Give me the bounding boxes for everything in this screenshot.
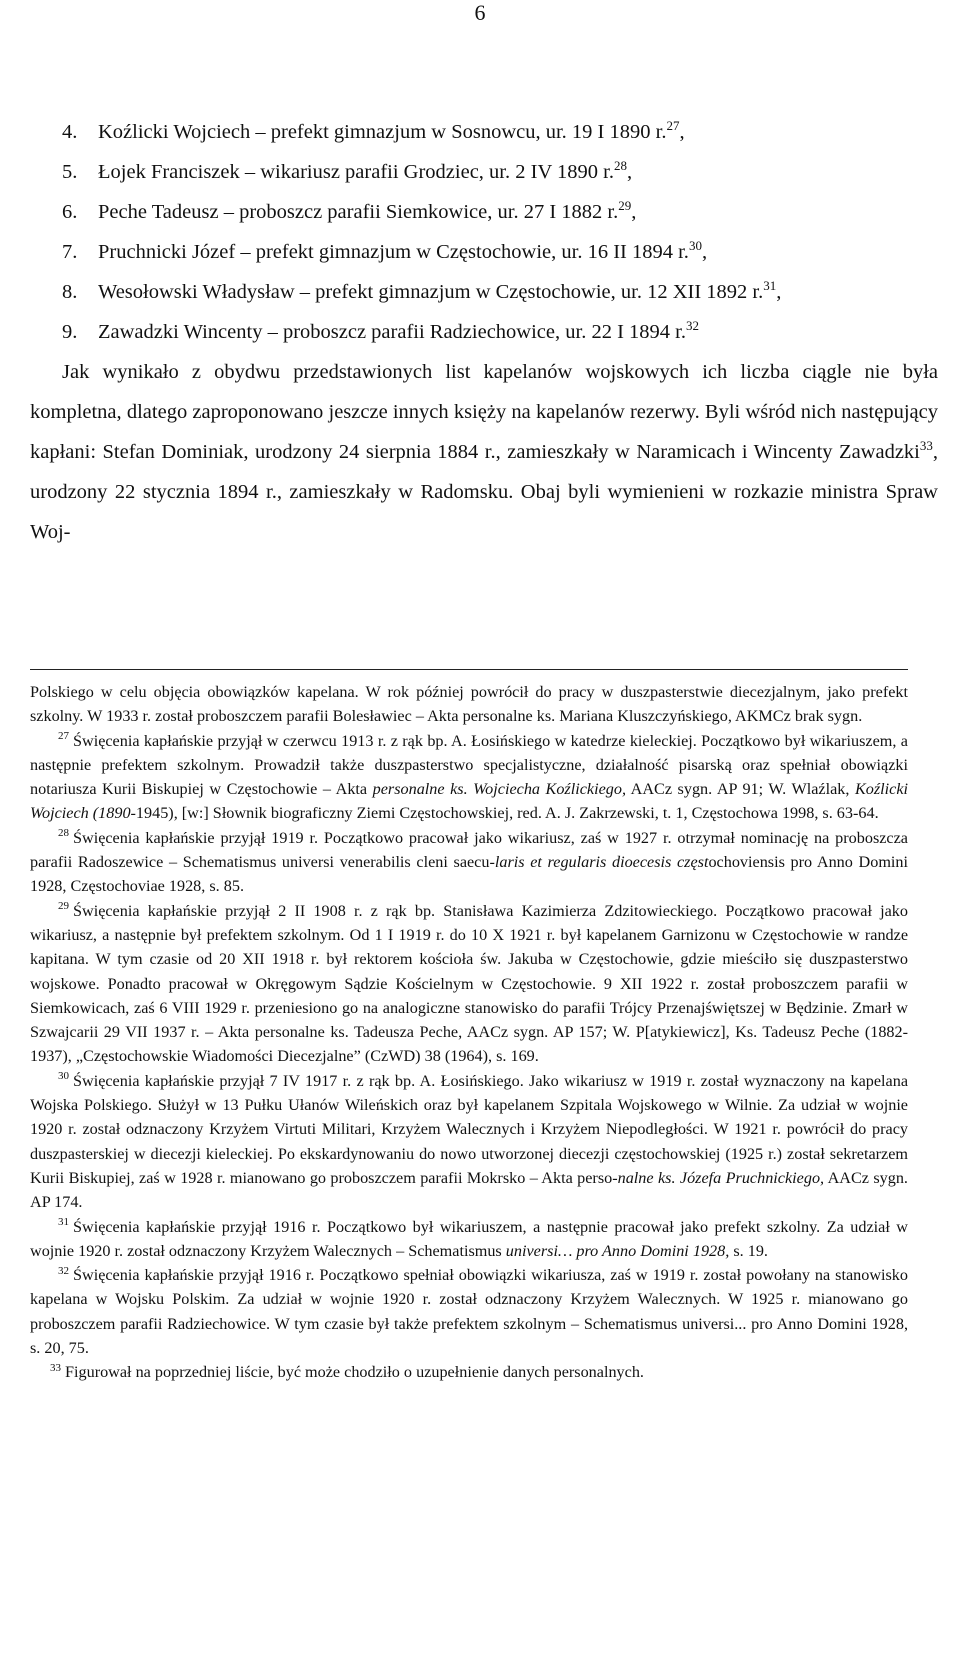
footnote-separator <box>30 669 908 670</box>
main-text <box>30 112 938 552</box>
footnote-28: $^{28}$ Święcenia kapłańskie przyjął 1919 r. Początkowo pracował jako wikariusz, zaś w 1927 r. otrzymał nominację na proboszcza parafii Radoszewice – Schematismus universi venerabilis cleni saecu-laris et regularis dioecesis częstochoviensis pro Anno Domini 1928, Częstochoviae 1928, s. 85. <box>30 827 908 896</box>
footnote-ref[interactable]: 33 <box>919 438 933 454</box>
list-item: 8. Wesołowski Władysław – prefekt gimnazjum w Częstochowie, ur. 12 XII 1892 r.$^{31}$, <box>62 278 782 303</box>
list-item: 6. Peche Tadeusz – proboszcz parafii Siemkowice, ur. 27 I 1882 r.$^{29}$, <box>62 198 637 223</box>
chaplain-list <box>30 112 938 352</box>
list-item: 7. Pruchnicki Józef – prefekt gimnazjum w Częstochowie, ur. 16 II 1894 r.$^{30}$, <box>62 238 708 263</box>
footnotes <box>30 680 908 1385</box>
footnote-continuation: Polskiego w celu objęcia obowiązków kapelana. W rok później powrócił do pracy w duszpasterstwie diecezjalnym, jako prefekt szkolny. W 1933 r. został proboszczem parafii Bolesławiec – Akta personalne ks. Mariana Kluszczyńskiego, AKMCz brak sygn. <box>30 683 908 726</box>
list-item: 4. Koźlicki Wojciech – prefekt gimnazjum w Sosnowcu, ur. 19 I 1890 r.$^{27}$, <box>62 118 685 143</box>
footnote-29: $^{29}$ Święcenia kapłańskie przyjął 2 II 1908 r. z rąk bp. Stanisława Kazimierza Zdzitowieckiego. Początkowo pracował jako wikariusz, a następnie był prefektem szkolnym. Od 1 I 1919 r. do 10 X 1921 r. był kapelanem Garnizonu w Częstochowie w randze kapitana. W tym czasie od 20 XII 1918 r. był rektorem kościoła św. Jakuba w Częstochowie, gdzie mieściło się duszpasterstwo wojskowe. Ponadto pracował w Okręgowym Sądzie Kościelnym w Częstochowie. 9 XII 1922 r. został proboszczem parafii w Siemkowicach, zaś 6 VIII 1929 r. przeniesiono go na analogiczne stanowisko do parafii Trójcy Przenajświętszej w Będzinie. Zmarł w Szwajcarii 29 VII 1937 r. – Akta personalne ks. Tadeusza Peche, AACz sygn. AP 157; W. P[atykiewicz], Ks. Tadeusz Peche (1882-1937), „Częstochowskie Wiadomości Diecezjalne” (CzWD) 38 (1964), s. 169. <box>30 900 908 1066</box>
footnote-27: $^{27}$ Święcenia kapłańskie przyjął w czerwcu 1913 r. z rąk bp. A. Łosińskiego w katedrze kieleckiej. Początkowo był wikariuszem, a następnie prefektem szkolnym. Prowadził także duszpasterstwo specjalistyczne, działalność pisarską oraz spełniał obowiązki notariusza Kurii Biskupiej w Częstochowie – Akta personalne ks. Wojciecha Koźlickiego, AACz sygn. AP 91; W. Wlaźlak, Koźlicki Wojciech (1890-1945), [w:] Słownik biograficzny Ziemi Częstochowskiej, red. A. J. Zakrzewski, t. 1, Częstochowa 1998, s. 63-64. <box>30 730 909 823</box>
footnote-31: $^{31}$ Święcenia kapłańskie przyjął 1916 r. Początkowo był wikariuszem, a następnie pracował jako prefekt szkolny. Za udział w wojnie 1920 r. został odznaczony Krzyżem Walecznych – Schematismus universi… pro Anno Domini 1928, s. 19. <box>30 1216 908 1260</box>
page-number: 6 <box>474 0 486 25</box>
footnote-32: $^{32}$ Święcenia kapłańskie przyjął 1916 r. Początkowo spełniał obowiązki wikariusza, zaś w 1919 r. został powołany na stanowisko kapelana w Wojsku Polskim. Za udział w wojnie 1920 r. został odznaczony Krzyżem Walecznych. W 1925 r. mianowano go proboszczem parafii Radziechowice. W tym czasie był także prefektem szkolnym – Schematismus universi... pro Anno Domini 1928, s. 20, 75. <box>30 1264 908 1358</box>
body-paragraph: Jak wynikało z obydwu przedstawionych list kapelanów wojskowych ich liczba ciągle nie była kompletna, dlatego zaproponowano jeszcze innych księży na kapelanów rezerwy. Byli wśród nich następujący kapłani: Stefan Dominiak, urodzony 24 sierpnia 1884 r., zamieszkały w Naramicach i Wincenty Zawadzki$^{33}$, urodzony 22 stycznia 1894 r., zamieszkały w Radomsku. Obaj byli wymienieni w rozkazie ministra Spraw Woj- <box>30 361 938 543</box>
list-item: 5. Łojek Franciszek – wikariusz parafii Grodziec, ur. 2 IV 1890 r.$^{28}$, <box>62 158 633 183</box>
footnote-33: $^{33}$ Figurował na poprzedniej liście, być może chodziło o uzupełnienie danych personalnych. <box>50 1361 644 1382</box>
list-item: 9. Zawadzki Wincenty – proboszcz parafii Radziechowice, ur. 22 I 1894 r.$^{32}$ <box>62 318 699 343</box>
footnote-30: $^{30}$ Święcenia kapłańskie przyjął 7 IV 1917 r. z rąk bp. A. Łosińskiego. Jako wikariusz w 1919 r. został wyznaczony na kapelana Wojska Polskiego. Służył w 13 Pułku Ułanów Wileńskich oraz był kapelanem Szpitala Wojskowego w Wilnie. Za udział w wojnie 1920 r. został odznaczony Krzyżem Virtuti Militari, Krzyżem Walecznych i Krzyżem Niepodległości. W 1921 r. powrócił do pracy duszpasterskiej w diecezji kieleckiej. Po ekskardynowaniu do nowo utworzonej diecezji częstochowskiej (1925 r.) został sekretarzem Kurii Biskupiej, zaś w 1928 r. mianowano go proboszczem parafii Mokrsko – Akta perso-nalne ks. Józefa Pruchnickiego, AACz sygn. AP 174. <box>30 1070 908 1212</box>
